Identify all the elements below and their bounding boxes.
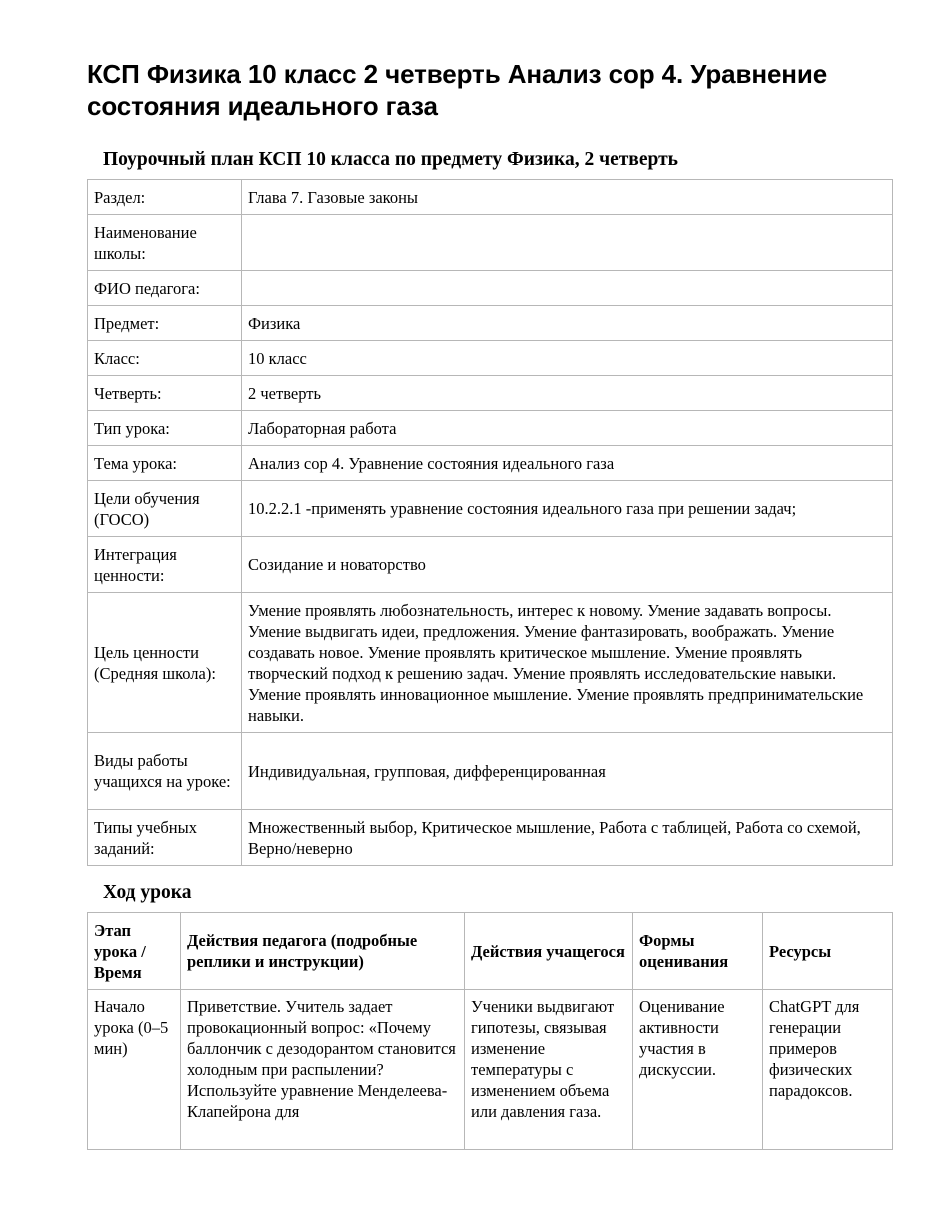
info-row-teacher [88,271,893,306]
lesson-heading: Ход урока [103,882,192,903]
table-row [88,990,893,1150]
teacher-actions-cell: Приветствие. Учитель задает провокационный вопрос: «Почему баллончик с дезодорантом становится холодным при распылении? Используйте уравнение Менделеева-Клапейрона для [181,990,465,1150]
student-actions-cell: Ученики выдвигают гипотезы, связывая изменение температуры с изменением объема или давления газа. [465,990,633,1150]
info-value: Физика [242,306,893,341]
page-title: КСП Физика 10 класс 2 четверть Анализ сор 4. Уравнение состояния идеального газа [87,59,828,121]
info-label: Типы учебных заданий: [88,810,242,866]
lesson-flow-table [87,912,893,1150]
stage-cell: Начало урока (0–5 мин) [88,990,181,1150]
plan-heading: Поурочный план КСП 10 класса по предмету Физика, 2 четверть [103,149,678,170]
info-value [242,215,893,271]
info-row-learning-goals [88,481,893,537]
info-value: 10.2.2.1 -применять уравнение состояния идеального газа при решении задач; [242,481,893,537]
info-label: Тема урока: [88,446,242,481]
info-value: Глава 7. Газовые законы [242,180,893,215]
info-label: Класс: [88,341,242,376]
column-header-student-actions: Действия учащегося [465,913,633,990]
resources-cell: ChatGPT для генерации примеров физических парадоксов. [763,990,893,1150]
info-value [242,271,893,306]
info-row-value-goal [88,593,893,733]
info-row-school [88,215,893,271]
info-row-work-types [88,733,893,810]
info-value: Индивидуальная, групповая, дифференцированная [242,733,893,810]
info-value: Умение проявлять любознательность, интерес к новому. Умение задавать вопросы. Умение выдвигать идеи, предложения. Умение фантазировать, воображать. Умение создавать новое. Умение проявлять критическое мышление. Умение проявлять творческий подход к решению задач. Умение проявлять исследовательские навыки. Умение проявлять инновационное мышление. Умение проявлять предпринимательские навыки. [242,593,893,733]
info-row-quarter [88,376,893,411]
info-row-section [88,180,893,215]
column-header-resources: Ресурсы [763,913,893,990]
info-label: Интеграция ценности: [88,537,242,593]
info-row-lesson-topic [88,446,893,481]
lesson-header-row [88,913,893,990]
info-value: Множественный выбор, Критическое мышление, Работа с таблицей, Работа со схемой, Верно/неверно [242,810,893,866]
info-label: Тип урока: [88,411,242,446]
info-row-grade [88,341,893,376]
info-label: Цель ценности (Средняя школа): [88,593,242,733]
assessment-cell: Оценивание активности участия в дискуссии. [633,990,763,1150]
column-header-stage: Этап урока / Время [88,913,181,990]
info-row-subject [88,306,893,341]
info-value: Анализ сор 4. Уравнение состояния идеального газа [242,446,893,481]
document-page [87,58,893,1121]
info-label: Цели обучения (ГОСО) [88,481,242,537]
info-row-task-types [88,810,893,866]
info-value: Созидание и новаторство [242,537,893,593]
lesson-info-table [87,179,893,866]
info-row-lesson-type [88,411,893,446]
info-value: Лабораторная работа [242,411,893,446]
info-label: Четверть: [88,376,242,411]
column-header-assessment: Формы оценивания [633,913,763,990]
info-value: 10 класс [242,341,893,376]
info-value: 2 четверть [242,376,893,411]
info-row-value-integration [88,537,893,593]
info-label: Наименование школы: [88,215,242,271]
info-label: Предмет: [88,306,242,341]
info-label: ФИО педагога: [88,271,242,306]
info-label: Виды работы учащихся на уроке: [88,733,242,810]
info-label: Раздел: [88,180,242,215]
column-header-teacher-actions: Действия педагога (подробные реплики и инструкции) [181,913,465,990]
